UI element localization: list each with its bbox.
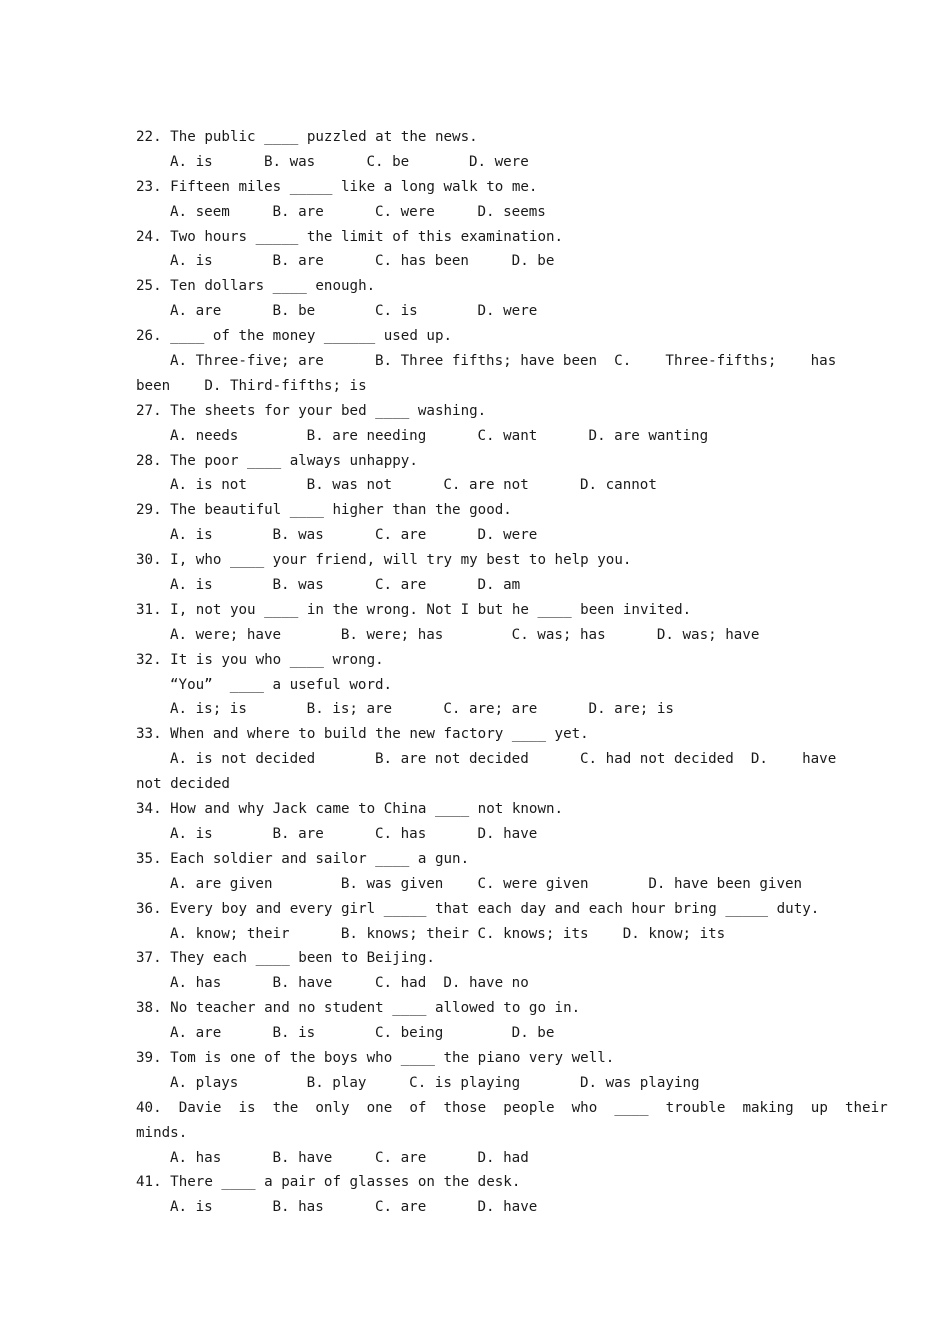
- answer-options-line: A. is B. was C. be D. were: [170, 153, 529, 170]
- question-line: 31. I, not you ____ in the wrong. Not I but he ____ been invited.: [136, 601, 692, 618]
- question-line: 29. The beautiful ____ higher than the good.: [136, 502, 512, 519]
- question-line: 34. How and why Jack came to China ____ not known.: [136, 801, 564, 818]
- answer-options-line: A. is B. was C. are D. am: [170, 577, 521, 594]
- answer-options-line: A. Three-five; are B. Three fifths; have been C. Three-fifths; has: [170, 353, 837, 370]
- question-line: 28. The poor ____ always unhappy.: [136, 452, 418, 469]
- answer-options-line: A. are B. is C. being D. be: [170, 1025, 555, 1042]
- answer-options-line: A. plays B. play C. is playing D. was playing: [170, 1074, 700, 1091]
- answer-options-line: A. are given B. was given C. were given D. have been given: [170, 875, 803, 892]
- question-line: 22. The public ____ puzzled at the news.: [136, 129, 478, 145]
- answer-options-line: A. is; is B. is; are C. are; are D. are; is: [170, 701, 674, 718]
- question-line: 40. Davie is the only one of those people who ____ trouble making up their: [136, 1099, 888, 1116]
- question-line: 37. They each ____ been to Beijing.: [136, 950, 435, 967]
- answer-options-line: A. is B. was C. are D. were: [170, 527, 538, 544]
- exercise-document: [136, 125, 888, 1220]
- question-line: 23. Fifteen miles _____ like a long walk to me.: [136, 178, 538, 195]
- answer-options-line: A. needs B. are needing C. want D. are wanting: [170, 427, 709, 444]
- question-line: 30. I, who ____ your friend, will try my best to help you.: [136, 552, 632, 569]
- answer-options-line: A. were; have B. were; has C. was; has D. was; have: [170, 626, 760, 643]
- answer-options-line: A. is not B. was not C. are not D. cannot: [170, 477, 657, 494]
- answer-options-line: A. are B. be C. is D. were: [170, 303, 538, 320]
- question-line: been D. Third-fifths; is: [136, 377, 367, 394]
- question-line: 25. Ten dollars ____ enough.: [136, 278, 376, 295]
- answer-options-line: A. is B. are C. has D. have: [170, 825, 538, 842]
- question-line: 36. Every boy and every girl _____ that each day and each hour bring _____ duty.: [136, 900, 820, 917]
- answer-options-line: A. know; their B. knows; their C. knows; its D. know; its: [170, 925, 726, 942]
- answer-options-line: A. is B. has C. are D. have: [170, 1199, 538, 1216]
- answer-options-line: A. is B. are C. has been D. be: [170, 253, 555, 270]
- answer-options-line: “You” ____ a useful word.: [170, 676, 393, 693]
- answer-options-line: A. seem B. are C. were D. seems: [170, 203, 546, 220]
- question-line: minds.: [136, 1124, 188, 1141]
- question-line: 35. Each soldier and sailor ____ a gun.: [136, 850, 470, 867]
- question-line: 27. The sheets for your bed ____ washing.: [136, 402, 487, 419]
- question-line: 32. It is you who ____ wrong.: [136, 651, 384, 668]
- question-line: 41. There ____ a pair of glasses on the desk.: [136, 1174, 521, 1191]
- question-line: 38. No teacher and no student ____ allowed to go in.: [136, 1000, 581, 1017]
- question-line: 24. Two hours _____ the limit of this examination.: [136, 228, 564, 245]
- answer-options-line: A. has B. have C. had D. have no: [170, 975, 529, 992]
- question-line: 33. When and where to build the new factory ____ yet.: [136, 726, 589, 743]
- question-line: 39. Tom is one of the boys who ____ the piano very well.: [136, 1049, 615, 1066]
- question-line: not decided: [136, 776, 230, 793]
- question-line: 26. ____ of the money ______ used up.: [136, 328, 453, 345]
- answer-options-line: A. has B. have C. are D. had: [170, 1149, 529, 1166]
- answer-options-line: A. is not decided B. are not decided C. had not decided D. have: [170, 751, 837, 768]
